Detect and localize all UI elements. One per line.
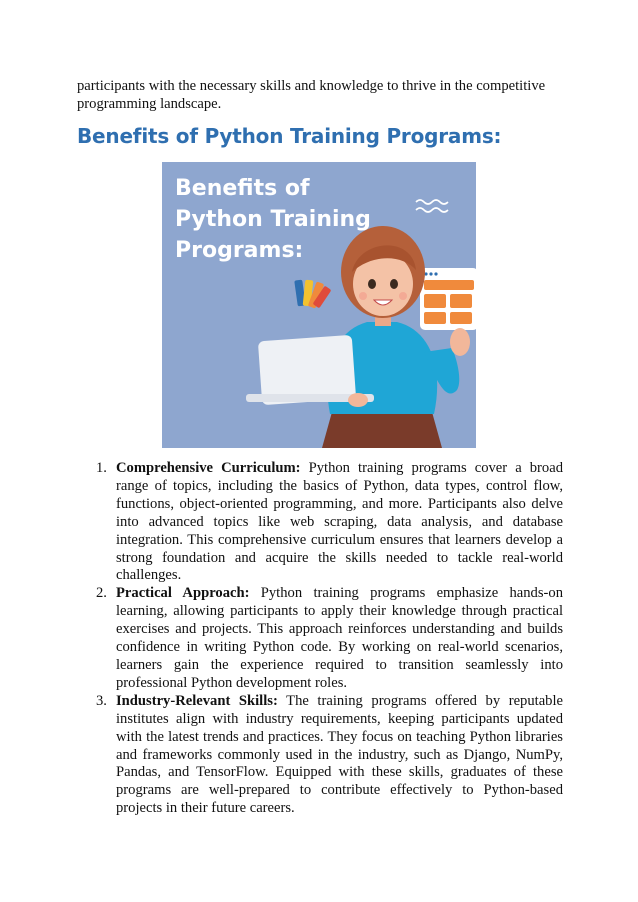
list-number: 3. [96,692,107,709]
benefits-list [77,460,563,818]
color-swatch-icon [294,280,331,309]
list-item [77,585,563,692]
benefit-description: The training programs offered by reputable institutes align with industry requirements, keeping participants updated with the latest trends and practices. They focus on teaching Python libraries and frameworks commonly used in the industry, such as Django, NumPy, Pandas, and TensorFlow. Equipped with these skills, graduates of these programs are well-prepared to contribute effectively to Python-based projects in their future careers. [116,692,564,817]
benefit-term: Industry-Relevant Skills: [116,692,278,709]
list-number: 2. [96,585,107,602]
banner-title: Benefits of Python Training Programs: [175,176,371,263]
benefit-term: Practical Approach: [116,585,250,602]
wave-lines-icon [416,200,448,212]
ui-panel-icon [420,268,476,330]
benefit-description: Python training programs cover a broad range of topics, including the basics of Python, data types, control flow, functions, object-oriented programming, and more. Participants also delve into advanced topics like web scraping, data analysis, and database integration. This comprehensive curriculum ensures that learners develop a strong foundation and acquire the skills needed to tackle real-world challenges. [116,460,563,584]
list-number: 1. [96,460,107,476]
list-item [77,460,563,585]
illustration-banner [162,162,476,448]
intro-paragraph: participants with the necessary skills and knowledge to thrive in the competitive programming landscape. [77,78,546,112]
list-item [77,693,563,818]
benefit-term: Comprehensive Curriculum: [116,460,301,476]
benefit-description: Python training programs emphasize hands-on learning, allowing participants to apply their knowledge through practical exercises and projects. This approach reinforces understanding and builds confidence in writing Python code. By working on real-world scenarios, learners gain the experience required to transition seamlessly into professional Python development roles. [116,585,563,691]
section-heading: Benefits of Python Training Programs: [77,124,502,148]
